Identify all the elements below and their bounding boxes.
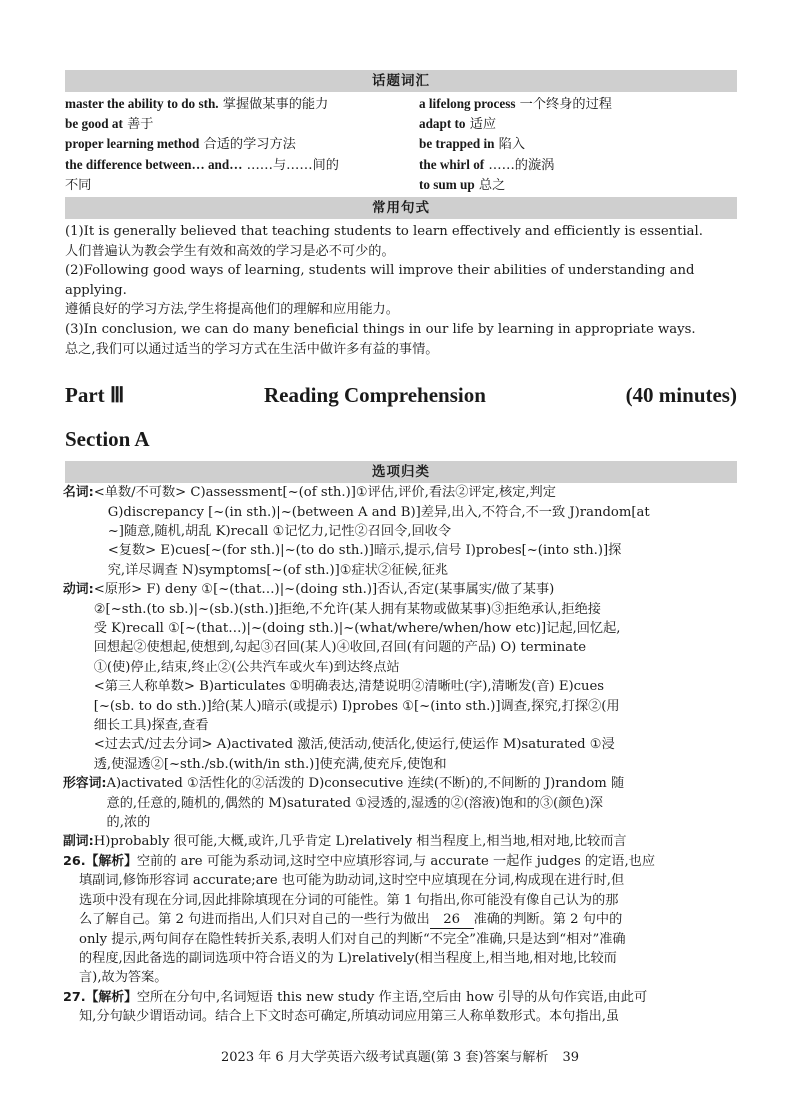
- part-time: (40 minutes): [625, 383, 737, 408]
- option-line: A)activated ①活性化的②活泼的 D)consecutive 连续(不断)的,不间断的 J)random 随: [106, 776, 625, 792]
- explanation-line: 么了解自己。第 2 句进而指出,人们只对自己的一些行为做出 26 准确的判断。第 2 句中的: [79, 912, 623, 928]
- explanation-27: [65, 988, 737, 1007]
- vocab-item: be good at 善于: [65, 116, 154, 133]
- vocab-item: a lifelong process 一个终身的过程: [419, 96, 612, 112]
- page-footer: [0, 1048, 800, 1067]
- option-line: 透,使湿透②[~sth./sb.(with/in sth.)]使充满,使充斥,使饱和: [93, 756, 447, 772]
- explanation-line: 言),故为答案。: [79, 970, 168, 986]
- vocab-item: proper learning method 合适的学习方法: [65, 136, 296, 153]
- option-line: <第三人称单数> B)articulates ①明确表达,清楚说明②清晰吐(字),清晰发(音) E)cues: [93, 679, 605, 695]
- explanation-body: [137, 852, 737, 871]
- page-content: [65, 70, 737, 1027]
- option-line: <复数> E)cues[~(for sth.)|~(to do sth.)]暗示,提示,信号 I)probes[~(into sth.)]探: [107, 543, 622, 559]
- part-title: Reading Comprehension: [264, 383, 486, 408]
- category-label: 形容词:: [63, 776, 107, 792]
- category-label: 名词:: [63, 485, 94, 501]
- vocab-column-left: [65, 94, 401, 195]
- option-line: H)probably 很可能,大概,或许,几乎肯定 L)relatively 相当程度上,相当地,相对地,比较而言: [93, 834, 627, 850]
- option-line: 究,详尽调查 N)symptoms[~(of sth.)]①症状②征候,征兆: [107, 562, 449, 578]
- sentence-en: (2)Following good ways of learning, students will improve their abilities of understanding and applying.: [65, 263, 695, 298]
- explanation-line: 的程度,因此备选的副词选项中符合语义的为 L)relatively(相当程度上,相当地,相对地,比较而: [79, 950, 617, 966]
- category-label: 副词:: [63, 834, 94, 850]
- topic-vocab-list: [65, 92, 737, 195]
- category-adjectives: [65, 774, 737, 832]
- category-nouns: [65, 483, 737, 580]
- vocab-column-right: [401, 94, 737, 195]
- option-line: 细长工具)探查,查看: [93, 718, 209, 734]
- footer-title: 2023 年 6 月大学英语六级考试真题(第 3 套)答案与解析: [221, 1050, 549, 1065]
- part-heading: [65, 375, 737, 415]
- sentence-zh: 遵循良好的学习方法,学生将提高他们的理解和应用能力。: [65, 302, 399, 318]
- option-line: G)discrepancy [~(in sth.)|~(between A and B)]差异,出入,不符合,不一致 J)random[at: [107, 504, 650, 520]
- sentence-en: (1)It is generally believed that teaching students to learn effectively and efficiently is essential.: [65, 224, 703, 240]
- sentence-zh: 总之,我们可以通过适当的学习方式在生活中做许多有益的事情。: [65, 341, 439, 357]
- explanation-line: 空所在分句中,名词短语 this new study 作主语,空后由 how 引导的从句作宾语,由此可: [136, 989, 648, 1005]
- vocab-item: to sum up 总之: [419, 176, 506, 193]
- explanation-line: 空前的 are 可能为系动词,这时空中应填形容词,与 accurate 一起作 judges 的定语,也应: [136, 853, 656, 869]
- category-verbs: [65, 580, 737, 774]
- option-line: <过去式/过去分词> A)activated 激活,使活动,使活化,使运行,使运作 M)saturated ①浸: [93, 737, 615, 753]
- category-adverbs: [65, 832, 737, 851]
- explanation-27-cont: [65, 1007, 737, 1026]
- answer-blank: 26: [430, 912, 474, 929]
- option-line: 受 K)recall ①[~(that…)|~(doing sth.)|~(what/where/when/how etc)]记起,回忆起,: [93, 621, 621, 637]
- explanation-26: [65, 852, 737, 871]
- explanation-line: 填副词,修饰形容词 accurate;are 也可能为助动词,这时空中应填现在分词,构成现在进行时,但: [79, 873, 625, 889]
- question-number: 27.【解析】: [63, 989, 137, 1005]
- category-body: [107, 774, 737, 832]
- vocab-item: be trapped in 陷入: [419, 136, 526, 153]
- question-number: 26.【解析】: [63, 853, 137, 869]
- option-line: ②[~sth.(to sb.)|~(sb.)(sth.)]拒绝,不允许(某人拥有某物或做某事)③拒绝承认,拒绝接: [93, 601, 601, 617]
- category-body: [94, 832, 737, 851]
- sentence-zh: 人们普遍认为教会学生有效和高效的学习是必不可少的。: [65, 243, 395, 259]
- topic-vocab-header: 话题词汇: [65, 70, 737, 92]
- vocab-item: the difference between… and… ……与……间的: [65, 156, 339, 173]
- sentence-patterns: [65, 219, 737, 367]
- option-line: [~(sb. to do sth.)]给(某人)暗示(或提示) I)probes ①[~(into sth.)]调查,探究,打探②(用: [93, 698, 620, 714]
- option-line: 的,浓的: [106, 815, 151, 831]
- category-label: 动词:: [63, 582, 94, 598]
- section-heading: Section A: [65, 427, 150, 452]
- sentence-en: (3)In conclusion, we can do many beneficial things in our life by learning in appropriate ways.: [65, 321, 696, 337]
- vocab-item: 不同: [65, 177, 92, 193]
- part-number: Part Ⅲ: [65, 383, 125, 408]
- option-line: <原形> F) deny ①[~(that…)|~(doing sth.)]否认,否定(某事属实/做了某事): [93, 582, 555, 598]
- option-line: ①(使)停止,结束,终止②(公共汽车或火车)到达终点站: [93, 659, 400, 675]
- option-line: ~]随意,随机,胡乱 K)recall ①记忆力,记性②召回令,回收令: [107, 523, 452, 539]
- category-body: [94, 580, 737, 774]
- explanation-line: only 提示,两句间存在隐性转折关系,表明人们对自己的判断“不完全”准确,只是达到“相对”准确: [79, 931, 626, 947]
- option-line: 意的,任意的,随机的,偶然的 M)saturated ①浸透的,湿透的②(溶液)饱和的③(颜色)深: [106, 795, 603, 811]
- vocab-item: the whirl of ……的漩涡: [419, 156, 555, 173]
- option-line: <单数/不可数> C)assessment[~(of sth.)]①评估,评价,看法②评定,核定,判定: [93, 485, 556, 501]
- option-line: 回想起②使想起,使想到,勾起③召回(某人)④收回,召回(有问题的产品) O) terminate: [93, 640, 587, 656]
- vocab-item: master the ability to do sth. 掌握做某事的能力: [65, 96, 329, 112]
- explanation-body: [137, 988, 737, 1007]
- category-body: [94, 483, 737, 580]
- vocab-item: adapt to 适应: [419, 116, 497, 133]
- explanation-line: 选项中没有现在分词,因此排除填现在分词的可能性。第 1 句指出,你可能没有像自己认为的那: [79, 892, 619, 908]
- explanation-line: 知,分句缺少谓语动词。结合上下文时态可确定,所填动词应用第三人称单数形式。本句指出,虽: [79, 1009, 620, 1025]
- page-number: 39: [562, 1050, 579, 1065]
- sentences-header: 常用句式: [65, 197, 737, 219]
- options-header: 选项归类: [65, 461, 737, 483]
- explanation-26-cont: [65, 871, 737, 987]
